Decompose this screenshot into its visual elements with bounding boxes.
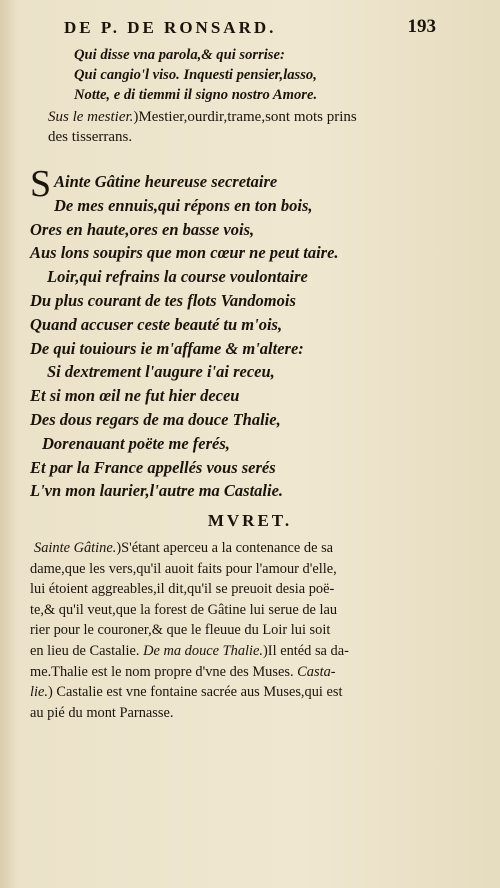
- commentary-line: au pié du mont Parnasse.: [30, 704, 174, 721]
- lemma: Casta-: [297, 663, 336, 680]
- lemma: lie.: [30, 684, 48, 701]
- verse-line: Notte, e di tiemmi il signo nostro Amore.: [74, 87, 318, 103]
- commentary: [30, 538, 480, 723]
- note-reference: Sus le mestier.: [48, 109, 134, 125]
- sonnet-line: Du plus courant de tes flots Vandomois: [30, 290, 296, 310]
- sonnet-line: Loir,qui refrains la course voulontaire: [47, 267, 308, 287]
- sonnet-line: Aus lons soupirs que mon cœur ne peut taire.: [30, 243, 339, 263]
- drop-cap: S: [30, 163, 52, 205]
- sonnet-line: Quand accuser ceste beauté tu m'ois,: [30, 314, 283, 334]
- sonnet-line: L'vn mon laurier,l'autre ma Castalie.: [30, 481, 284, 501]
- sonnet-line: Si dextrement l'augure i'ai receu,: [47, 362, 275, 382]
- sonnet-line: Ores en haute,ores en basse vois,: [30, 219, 255, 239]
- commentary-line: te,& qu'il veut,que la forest de Gâtine lui serue de lau: [30, 601, 338, 618]
- commentary-line: en lieu de Castalie. De ma douce Thalie.)Il entéd sa da-: [30, 642, 349, 659]
- sonnet: [30, 163, 470, 503]
- commentary-line: Sainte Gâtine.)S'étant aperceu a la contenance de sa: [34, 540, 334, 556]
- italian-verses: [74, 45, 454, 105]
- page-number: 193: [407, 16, 436, 37]
- mestier-note: [48, 107, 458, 147]
- sonnet-line: Et si mon œil ne fut hier deceu: [30, 386, 240, 406]
- page-header: [64, 18, 444, 38]
- sonnet-line: De mes ennuis,qui répons en ton bois,: [54, 195, 313, 215]
- note-text: des tisserrans.: [48, 129, 133, 145]
- note-text: )Mestier,ourdir,trame,sont mots prins: [133, 109, 357, 125]
- commentary-line: dame,que les vers,qu'il auoit faits pour l'amour d'elle,: [30, 560, 337, 577]
- lemma: Sainte Gâtine.: [34, 540, 117, 556]
- section-heading: MVRET.: [207, 511, 293, 530]
- commentary-line: lie.) Castalie est vne fontaine sacrée aus Muses,qui est: [30, 684, 343, 701]
- commentary-line: lui étoient aggreables,il dit,qu'il se preuoit desia poë-: [30, 581, 335, 598]
- commentary-line: rier pour le couroner,& que le fleuue du Loir lui soit: [30, 622, 331, 639]
- sonnet-line: De qui touiours ie m'affame & m'altere:: [30, 338, 304, 358]
- verse-line: Qui cangio'l viso. Inquesti pensier,lasso,: [74, 67, 317, 83]
- sonnet-line: Et par la France appellés vous serés: [30, 457, 276, 477]
- verse-line: Qui disse vna parola,& qui sorrise:: [74, 47, 285, 63]
- sonnet-line: Des dous regars de ma douce Thalie,: [30, 409, 281, 429]
- running-head: DE P. DE RONSARD.: [64, 18, 277, 37]
- sonnet-line: Dorenauant poëte me ferés,: [42, 433, 230, 453]
- sonnet-line: Ainte Gâtine heureuse secretaire: [54, 172, 278, 191]
- commentary-line: me.Thalie est le nom propre d'vne des Muses. Casta-: [30, 663, 336, 680]
- lemma: De ma douce Thalie.: [143, 642, 264, 659]
